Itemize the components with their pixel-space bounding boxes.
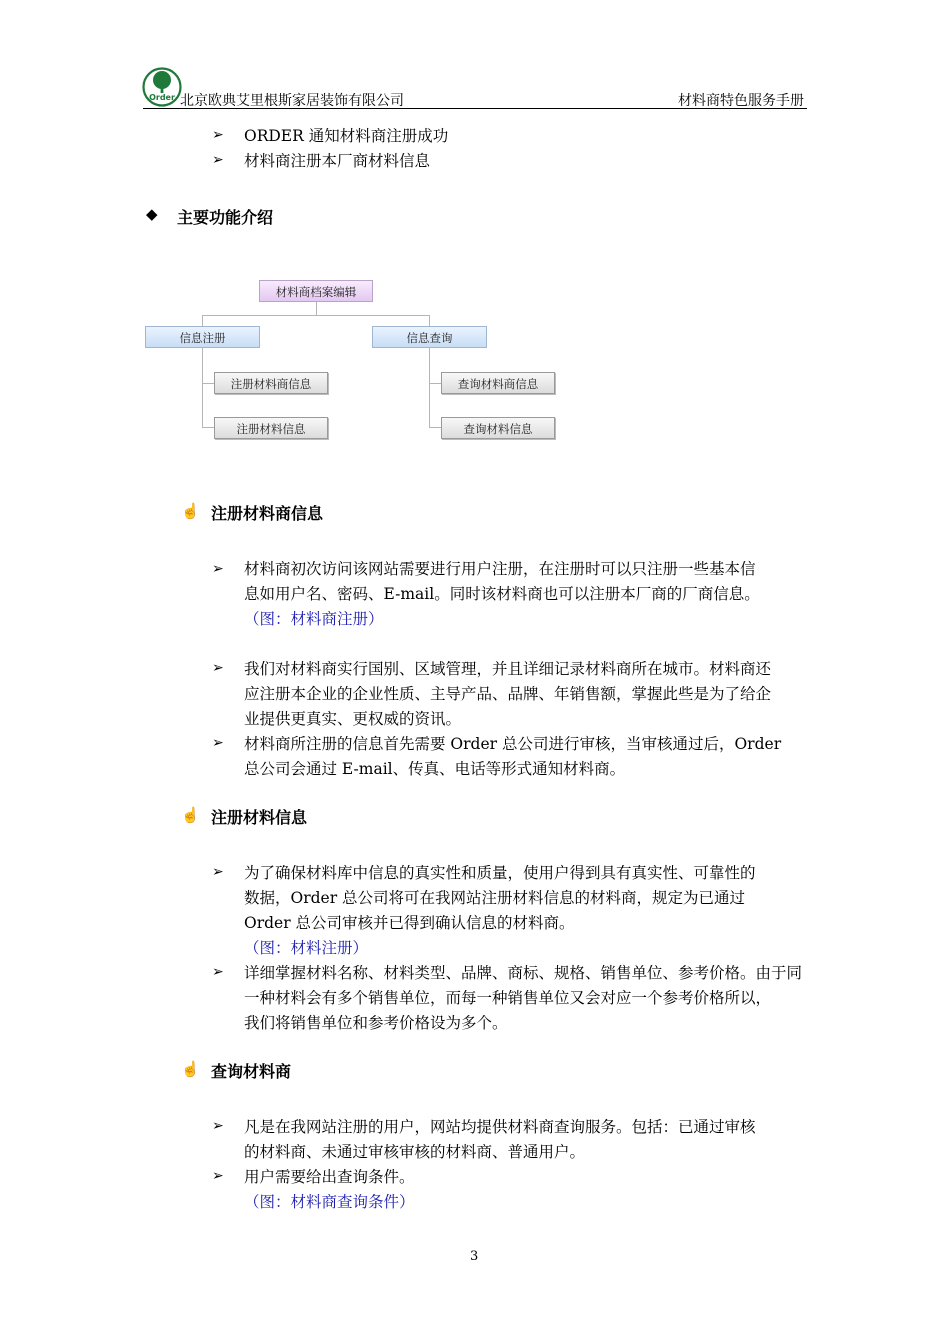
paragraph-line: 详细掌握材料名称、材料类型、品牌、商标、规格、销售单位、参考价格。由于同 [244, 964, 803, 982]
diagram-node-register-supplier: 注册材料商信息 [214, 372, 328, 394]
bullet-icon: ➢ [212, 1168, 224, 1184]
hand-icon: ☝ [181, 806, 200, 824]
paragraph-line: 我们将销售单位和参考价格设为多个。 [244, 1014, 508, 1032]
intro-bullet-2: 材料商注册本厂商材料信息 [244, 152, 431, 170]
bullet-icon: ➢ [212, 964, 224, 980]
manual-title: 材料商特色服务手册 [678, 93, 804, 109]
intro-bullet-1: ORDER 通知材料商注册成功 [244, 127, 449, 145]
figure-caption: （图：材料注册） [244, 939, 369, 957]
page-number: 3 [470, 1249, 479, 1264]
diamond-icon: ◆ [146, 205, 158, 223]
paragraph-line: 的材料商、未通过审核审核的材料商、普通用户。 [244, 1143, 586, 1161]
figure-caption: （图：材料商注册） [244, 610, 384, 628]
company-name: 北京欧典艾里根斯家居装饰有限公司 [180, 93, 404, 109]
main-section-title: 主要功能介绍 [177, 208, 274, 227]
figure-caption: （图：材料商查询条件） [244, 1193, 415, 1211]
paragraph-line: 材料商所注册的信息首先需要 Order 总公司进行审核，当审核通过后，Order [244, 735, 782, 753]
diagram-node-query-material: 查询材料信息 [441, 417, 555, 439]
hand-icon: ☝ [181, 502, 200, 520]
bullet-icon: ➢ [212, 1118, 224, 1134]
paragraph-line: 为了确保材料库中信息的真实性和质量，使用户得到具有真实性、可靠性的 [244, 864, 756, 882]
diagram-node-info-query: 信息查询 [372, 326, 487, 348]
paragraph-line: 凡是在我网站注册的用户，网站均提供材料商查询服务。包括：已通过审核 [244, 1118, 756, 1136]
logo-text: Order [149, 93, 175, 102]
paragraph-line: 应注册本企业的企业性质、主导产品、品牌、年销售额，掌握此些是为了给企 [244, 685, 772, 703]
section-title: 注册材料信息 [211, 808, 308, 827]
paragraph-line: 数据，Order 总公司将可在我网站注册材料信息的材料商，规定为已通过 [244, 889, 746, 907]
bullet-icon: ➢ [212, 660, 224, 676]
paragraph-line: 一种材料会有多个销售单位，而每一种销售单位又会对应一个参考价格所以， [244, 989, 772, 1007]
bullet-icon: ➢ [212, 152, 224, 168]
section-title: 注册材料商信息 [211, 504, 324, 523]
diagram-node-register-material: 注册材料信息 [214, 417, 328, 439]
paragraph-line: 业提供更真实、更权威的资讯。 [244, 710, 462, 728]
diagram-node-info-register: 信息注册 [145, 326, 260, 348]
order-logo [142, 67, 182, 107]
paragraph-line: 用户需要给出查询条件。 [244, 1168, 415, 1186]
header-rule [143, 108, 807, 109]
paragraph-line: 总公司会通过 E-mail、传真、电话等形式通知材料商。 [244, 760, 626, 778]
bullet-icon: ➢ [212, 735, 224, 751]
diagram-root-node: 材料商档案编辑 [259, 280, 373, 302]
paragraph-line: 我们对材料商实行国别、区域管理，并且详细记录材料商所在城市。材料商还 [244, 660, 772, 678]
paragraph-line: 材料商初次访问该网站需要进行用户注册，在注册时可以只注册一些基本信 [244, 560, 756, 578]
hand-icon: ☝ [181, 1060, 200, 1078]
diagram-node-query-supplier: 查询材料商信息 [441, 372, 555, 394]
paragraph-line: 息如用户名、密码、E-mail。同时该材料商也可以注册本厂商的厂商信息。 [244, 585, 760, 603]
bullet-icon: ➢ [212, 127, 224, 143]
bullet-icon: ➢ [212, 561, 224, 577]
bullet-icon: ➢ [212, 864, 224, 880]
paragraph-line: Order 总公司审核并已得到确认信息的材料商。 [244, 914, 575, 932]
section-title: 查询材料商 [211, 1062, 292, 1081]
